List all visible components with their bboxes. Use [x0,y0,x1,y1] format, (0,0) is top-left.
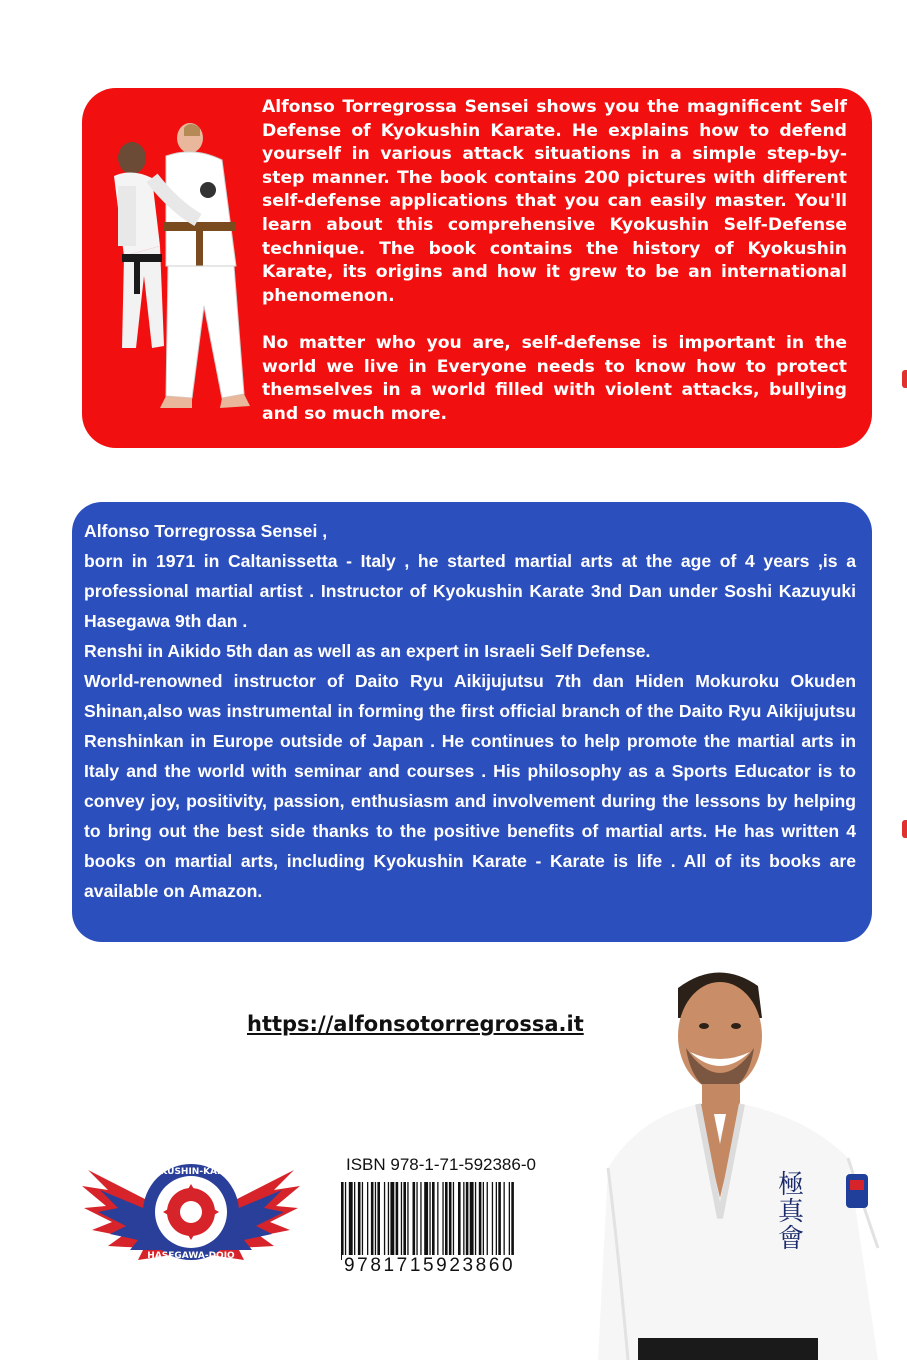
book-description [262,96,847,426]
kyokushin-kanku-logo [78,1150,304,1280]
barcode-digits: 9781715923860 [342,1255,557,1277]
edge-mark [902,370,907,388]
red-description-panel [82,88,872,448]
bio-line-1: Alfonso Torregrossa Sensei , [84,521,328,541]
svg-text:會: 會 [778,1224,805,1254]
description-paragraph-1: Alfonso Torregrossa Sensei shows you the magnificent Self Defense of Kyokushin Karate. He explains how to defend yourself in various attack situations in a simple step-by-step manner. The book contains 200 pictures with different self-defense applications that you can easily master. You'll learn about this comprehensive Kyokushin Self-Defense technique. The book contains the history of Kyokushin Karate, its origins and how it grew to be an international phenomenon. [262,97,847,306]
logo-bottom-text: HASEGAWA-DOJO [147,1251,235,1261]
bio-line-4: World-renowned instructor of Daito Ryu Aikijujutsu 7th dan Hiden Mokuroku Okuden Shinan,also was instrumental in forming the first official branch of the Daito Ryu Aikijujutsu Renshinkan in Europe outside of Japan . He continues to help promote the martial arts in Italy and the world with seminar and courses . His philosophy as a Sports Educator is to convey joy, positivity, passion, enthusiasm and involvement during the lessons by helping to bring out the best side thanks to the positive benefits of martial arts. He has written 4 books on martial arts, including Kyokushin Karate - Karate is life . All of its books are available on Amazon. [84,671,856,901]
description-paragraph-2: No matter who you are, self-defense is important in the world we live in Everyone needs to know how to protect themselves in a world filled with violent attacks, bullying and so much more. [262,332,847,424]
svg-text:真: 真 [778,1197,805,1227]
sensei-portrait-photo [578,948,907,1360]
logo-top-text: KYOKUSHIN-KARATE [139,1167,243,1177]
edge-mark [902,820,907,838]
website-link[interactable]: https://alfonsotorregrossa.it [247,1012,584,1036]
svg-text:極: 極 [778,1170,805,1200]
isbn-label: ISBN 978-1-71-592386-0 [346,1155,536,1174]
blue-author-bio-panel [72,502,872,942]
bio-line-2: born in 1971 in Caltanissetta - Italy , he started martial arts at the age of 4 years ,is a professional martial artist . Instructor of Kyokushin Karate 3nd Dan under Soshi Kazuyuki Hasegawa 9th dan . [84,551,856,631]
author-bio [84,516,856,906]
bio-line-3: Renshi in Aikido 5th dan as well as an expert in Israeli Self Defense. [84,641,651,661]
karate-self-defense-photo [104,116,274,416]
